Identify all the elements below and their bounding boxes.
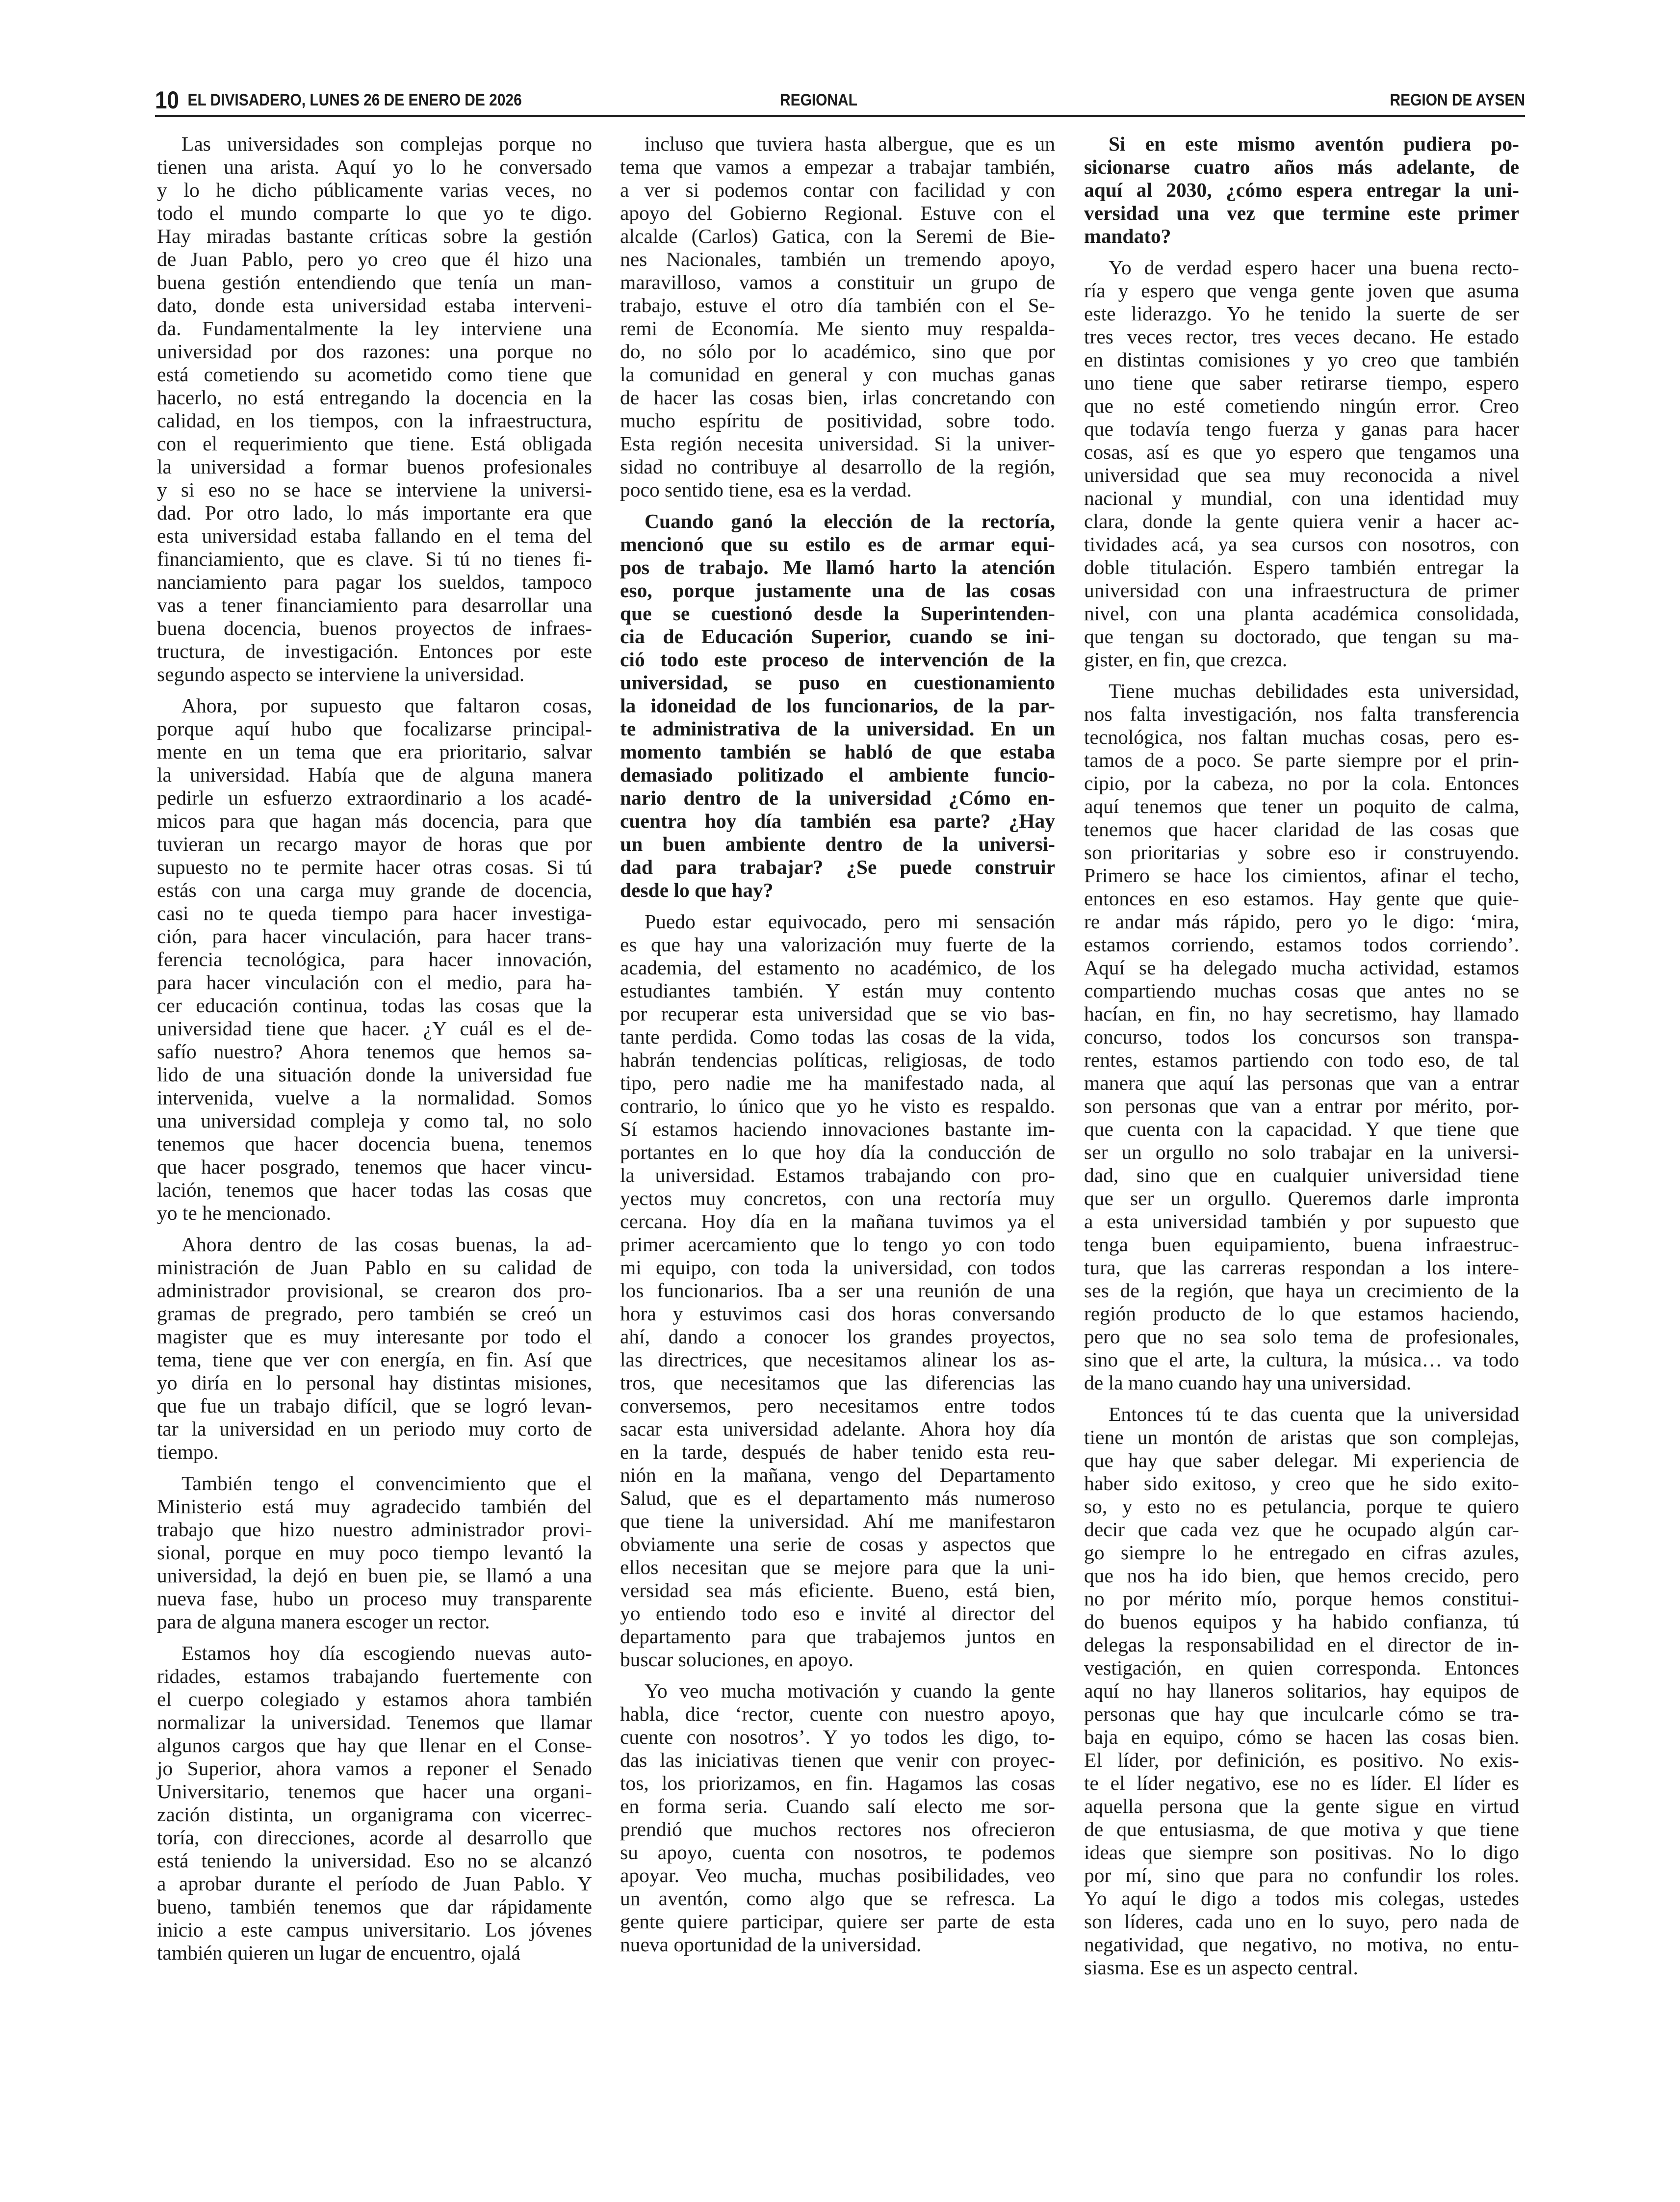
text-line: a esta universidad también y por supuesto que [1084, 1210, 1519, 1232]
text-line: cia de Educación Superior, cuando se ini- [620, 625, 1055, 648]
text-line: Ahora, por supuesto que faltaron cosas, [181, 694, 592, 717]
text-line: tema que vamos a empezar a trabajar también, [620, 156, 1055, 178]
text-line: la comunidad en general y con muchas ganas [620, 363, 1055, 386]
text-line: que fue un trabajo difícil, que se logró levan- [157, 1394, 592, 1417]
text-line: segundo aspecto se interviene la universidad. [157, 663, 525, 685]
text-line: mencionó que su estilo es de armar equi- [620, 533, 1055, 555]
text-line: do buenos equipos y ha habido confianza, tú [1084, 1610, 1519, 1633]
text-line: son personas que van a entrar por mérito, por- [1084, 1095, 1519, 1117]
text-line: das las iniciativas tienen que venir con proyec- [620, 1749, 1055, 1771]
text-line: gister, en fin, que crezca. [1084, 648, 1288, 671]
text-line: ría y espero que venga gente joven que asuma [1084, 279, 1519, 302]
text-line: Las universidades son complejas porque no [181, 132, 592, 155]
text-line: en forma seria. Cuando salí electo me sor- [620, 1795, 1055, 1817]
text-line: versidad una vez que termine este primer [1084, 202, 1519, 224]
text-line: casi no te queda tiempo para hacer investiga- [157, 902, 592, 924]
text-line: que no esté cometiendo ningún error. Creo [1084, 394, 1519, 417]
text-line: aquí no hay llaneros solitarios, hay equipos de [1084, 1679, 1519, 1702]
interview-question [1084, 132, 1519, 248]
text-line: porque aquí hubo que focalizarse principal- [157, 717, 592, 740]
text-line: estamos corriendo, estamos todos corriendo’. [1084, 933, 1519, 956]
text-line: baja en equipo, cómo se hacen las cosas bien. [1084, 1726, 1519, 1748]
text-line: negatividad, que negativo, no motiva, no entu- [1084, 1933, 1519, 1956]
text-line: yo entiendo todo eso e invité al director del [620, 1602, 1055, 1625]
text-line: cuentra hoy día también esa parte? ¿Hay [620, 810, 1055, 832]
text-line: tecnológica, nos faltan muchas cosas, pero es- [1084, 726, 1519, 748]
text-line: te el líder negativo, ese no es líder. El líder es [1084, 1772, 1519, 1794]
text-line: tenemos que hacer claridad de las cosas que [1084, 818, 1519, 840]
text-line: de la mano cuando hay una universidad. [1084, 1371, 1412, 1394]
article-paragraph [157, 694, 592, 1225]
text-line: nario dentro de la universidad ¿Cómo en- [620, 786, 1055, 809]
text-line: departamento para que trabajemos juntos en [620, 1625, 1055, 1648]
text-line: nueva fase, hubo un proceso muy transparente [157, 1587, 592, 1610]
text-line: supuesto no te permite hacer otras cosas. Si tú [157, 856, 592, 878]
publication-date: EL DIVISADERO, LUNES 26 DE ENERO DE 2026 [187, 91, 522, 109]
text-line: buena gestión entendiendo que tenía un man- [157, 271, 592, 293]
text-line: nueva oportunidad de la universidad. [620, 1933, 922, 1956]
text-line: para hacer vinculación con el medio, para ha- [157, 971, 592, 994]
text-line: te administrativa de la universidad. En un [620, 717, 1055, 740]
text-line: apoyo del Gobierno Regional. Estuve con el [620, 202, 1055, 224]
text-line: Yo aquí le digo a todos mis colegas, ustedes [1084, 1887, 1519, 1910]
text-line: yectos muy concretos, con una rectoría muy [620, 1187, 1055, 1209]
text-line: nanciamiento para pagar los sueldos, tampoco [157, 571, 592, 593]
text-line: tipo, pero nadie me ha manifestado nada, al [620, 1072, 1055, 1094]
text-line: que nos ha ido bien, que hemos crecido, pero [1084, 1564, 1519, 1587]
text-line: tenemos que hacer docencia buena, tenemos [157, 1132, 592, 1155]
text-line: obviamente una serie de cosas y aspectos que [620, 1533, 1055, 1555]
text-line: con el requerimiento que tiene. Está obligada [157, 432, 592, 455]
text-line: universidad tiene que hacer. ¿Y cuál es el de- [157, 1017, 592, 1040]
text-column-3 [1084, 132, 1519, 1979]
text-line: pero que no sea solo tema de profesionales, [1084, 1325, 1519, 1348]
text-line: habrán tendencias políticas, religiosas, de todo [620, 1049, 1055, 1071]
text-line: normalizar la universidad. Tenemos que llamar [157, 1711, 592, 1733]
text-line: También tengo el convencimiento que el [181, 1472, 592, 1494]
text-line: universidad que sea muy reconocida a nivel [1084, 464, 1519, 486]
text-line: y si eso no se hace se interviene la universi- [157, 478, 592, 501]
text-line: doble titulación. Espero también entregar la [1084, 556, 1519, 578]
text-column-1 [157, 132, 592, 1965]
text-line: este liderazgo. Yo he tenido la suerte de ser [1084, 302, 1519, 325]
text-line: de Juan Pablo, pero yo creo que él hizo una [157, 248, 592, 270]
text-line: decir que cada vez que he ocupado algún car- [1084, 1518, 1519, 1541]
text-line: intervenida, vuelve a la normalidad. Somos [157, 1086, 592, 1109]
text-line: Si en este mismo aventón pudiera po- [1109, 132, 1519, 155]
text-line: Cuando ganó la elección de la rectoría, [645, 510, 1055, 532]
text-line: región producto de lo que estamos haciendo, [1084, 1302, 1519, 1325]
text-line: tuvieran un recargo mayor de horas que por [157, 833, 592, 855]
text-line: Yo de verdad espero hacer una buena recto- [1109, 256, 1519, 279]
text-line: Yo veo mucha motivación y cuando la gente [645, 1679, 1055, 1702]
text-line: sacar esta universidad adelante. Ahora hoy día [620, 1417, 1055, 1440]
text-line: su apoyo, cuenta con nosotros, te podemos [620, 1841, 1055, 1863]
text-line: tamos de a poco. Se parte siempre por el prin- [1084, 749, 1519, 771]
text-line: aquí al 2030, ¿cómo espera entregar la uni- [1084, 179, 1519, 201]
text-line: pos de trabajo. Me llamó harto la atención [620, 556, 1055, 578]
text-line: alcalde (Carlos) Gatica, con la Seremi de Bie- [620, 225, 1055, 247]
text-line: tres veces rector, tres veces decano. He estado [1084, 325, 1519, 348]
text-line: so, y esto no es petulancia, porque te quiero [1084, 1495, 1519, 1518]
article-paragraph [1084, 1403, 1519, 1979]
text-line: hora y estuvimos casi dos horas conversando [620, 1302, 1055, 1325]
text-line: mi equipo, con toda la universidad, con todos [620, 1256, 1055, 1279]
text-line: trabajo, estuve el otro día también con el Se- [620, 294, 1055, 316]
text-line: buscar soluciones, en apoyo. [620, 1648, 853, 1671]
text-line: poco sentido tiene, esa es la verdad. [620, 478, 912, 501]
text-line: son prioritarias y sobre eso ir construyendo. [1084, 841, 1519, 864]
text-line: dad, sino que en cualquier universidad tiene [1084, 1164, 1519, 1186]
text-line: zación distinta, un organigrama con vicerrec- [157, 1803, 592, 1826]
text-line: es que hay una valorización muy fuerte de la [620, 933, 1055, 956]
text-line: ellos necesitan que se mejore para que la uni- [620, 1556, 1055, 1578]
text-line: Universitario, tenemos que hacer una organi- [157, 1780, 592, 1803]
article-paragraph [620, 132, 1055, 501]
article-paragraph [157, 1472, 592, 1633]
text-line: micos para que hagan más docencia, para que [157, 810, 592, 832]
text-line: desde lo que hay? [620, 879, 774, 901]
text-line: que cuenta con la capacidad. Y que tiene que [1084, 1118, 1519, 1140]
text-line: universidad por dos razones: una porque no [157, 340, 592, 363]
text-line: un aventón, como algo que se refresca. La [620, 1887, 1055, 1910]
article-paragraph [620, 910, 1055, 1671]
article-paragraph [157, 1233, 592, 1464]
text-line: Sí estamos haciendo innovaciones bastante im- [620, 1118, 1055, 1140]
text-line: incluso que tuviera hasta albergue, que es un [645, 132, 1055, 155]
text-line: mucho espíritu de positividad, sobre todo. [620, 409, 1055, 432]
page-number: 10 [155, 86, 179, 114]
text-line: que tiene la universidad. Ahí me manifestaron [620, 1510, 1055, 1532]
text-line: que se cuestionó desde la Superintenden- [620, 602, 1055, 625]
text-line: lido de una situación donde la universidad fue [157, 1063, 592, 1086]
text-line: sional, porque en muy poco tiempo levantó la [157, 1541, 592, 1564]
text-line: financiamiento, que es clave. Si tú no tienes fi- [157, 548, 592, 570]
text-line: Ministerio está muy agradecido también del [157, 1495, 592, 1518]
text-line: tiempo. [157, 1441, 219, 1463]
text-line: Estamos hoy día escogiendo nuevas auto- [181, 1642, 592, 1664]
text-line: dad para trabajar? ¿Se puede construir [620, 856, 1055, 878]
text-line: ses de la región, que haya un crecimiento de la [1084, 1279, 1519, 1302]
text-line: para de alguna manera escoger un rector. [157, 1610, 490, 1633]
text-line: también quieren un lugar de encuentro, ojalá [157, 1941, 520, 1964]
article-paragraph [157, 132, 592, 686]
text-line: primer acercamiento que lo tengo yo con todo [620, 1233, 1055, 1256]
text-line: administrador provisional, se crearon dos pro- [157, 1279, 592, 1302]
text-line: cercana. Hoy día en la mañana tuvimos ya el [620, 1210, 1055, 1232]
text-line: los funcionarios. Iba a ser una reunión de una [620, 1279, 1055, 1302]
text-line: son líderes, cada uno en lo suyo, pero nada de [1084, 1910, 1519, 1933]
text-line: habla, dice ‘rector, cuente con nuestro apoyo, [620, 1703, 1055, 1725]
text-line: tros, que necesitamos que las diferencias las [620, 1371, 1055, 1394]
text-line: en distintas comisiones y yo creo que también [1084, 348, 1519, 371]
text-line: que tengan su doctorado, que tengan su ma- [1084, 625, 1519, 648]
text-line: da. Fundamentalmente la ley interviene una [157, 317, 592, 340]
text-line: universidad, la dejó en buen pie, se llamó a una [157, 1564, 592, 1587]
text-line: por recuperar esta universidad que se vio bas- [620, 1002, 1055, 1025]
article-paragraph [1084, 680, 1519, 1394]
text-line: está cometiendo su acometido como tiene que [157, 363, 592, 386]
text-line: concurso, todos los concursos son transpa- [1084, 1025, 1519, 1048]
text-line: haber sido exitoso, y creo que he sido exito- [1084, 1472, 1519, 1494]
text-line: nos falta investigación, nos falta transferencia [1084, 703, 1519, 725]
text-line: safío nuestro? Ahora tenemos que hemos sa- [157, 1040, 592, 1063]
text-line: cer educación continua, todas las cosas que la [157, 994, 592, 1017]
text-line: vestigación, en quien corresponda. Entonces [1084, 1656, 1519, 1679]
text-line: mente en un tema que era prioritario, salvar [157, 740, 592, 763]
text-line: cuente con nosotros’. Y yo todos les digo, to- [620, 1726, 1055, 1748]
text-line: cosas, así es que yo espero que tengamos una [1084, 441, 1519, 463]
text-line: Ahora dentro de las cosas buenas, la ad- [181, 1233, 592, 1256]
text-line: a aprobar durante el período de Juan Pablo. Y [157, 1872, 592, 1895]
text-line: ción, para hacer vinculación, para hacer trans- [157, 925, 592, 947]
text-line: sidad no contribuye al desarrollo de la región, [620, 455, 1055, 478]
text-line: calidad, en los tiempos, con la infraestructura, [157, 409, 592, 432]
text-line: maravilloso, vamos a constituir un grupo de [620, 271, 1055, 293]
text-line: el cuerpo colegiado y estamos ahora también [157, 1688, 592, 1710]
text-line: rentes, estamos partiendo con todo eso, de tal [1084, 1049, 1519, 1071]
text-line: dato, donde esta universidad estaba interveni- [157, 294, 592, 316]
interview-question [620, 510, 1055, 902]
text-line: contrario, lo único que yo he visto es respaldo. [620, 1095, 1055, 1117]
text-line: no por mérito mío, porque hemos constitui- [1084, 1587, 1519, 1610]
text-line: ahí, dando a conocer los grandes proyectos, [620, 1325, 1055, 1348]
text-line: Tiene muchas debilidades esta universidad, [1109, 680, 1519, 702]
text-line: esta universidad estaba fallando en el tema del [157, 524, 592, 547]
text-line: ferencia tecnológica, para hacer innovación, [157, 948, 592, 970]
text-line: tienen una arista. Aquí yo lo he conversado [157, 156, 592, 178]
header-rule [155, 115, 1525, 117]
text-line: tividades acá, ya sea cursos con nosotros, con [1084, 533, 1519, 555]
text-line: bueno, también tenemos que dar rápidamente [157, 1895, 592, 1918]
text-line: yo te he mencionado. [157, 1202, 331, 1224]
text-line: la universidad a formar buenos profesionales [157, 455, 592, 478]
text-line: vas a tener financiamiento para desarrollar una [157, 594, 592, 616]
text-line: una universidad compleja y como tal, no solo [157, 1109, 592, 1132]
article-paragraph [157, 1642, 592, 1965]
text-line: de que entusiasma, de que motiva y que tiene [1084, 1818, 1519, 1840]
text-line: tar la universidad en un periodo muy corto de [157, 1417, 592, 1440]
text-column-2 [620, 132, 1055, 1956]
text-line: Esta región necesita universidad. Si la univer- [620, 432, 1055, 455]
text-line: universidad con una infraestructura de primer [1084, 579, 1519, 602]
text-line: universidad, se puso en cuestionamiento [620, 671, 1055, 694]
text-line: Salud, que es el departamento más numeroso [620, 1487, 1055, 1509]
text-line: Hay miradas bastante críticas sobre la gestión [157, 225, 592, 247]
text-line: que ser un orgullo. Queremos darle impronta [1084, 1187, 1519, 1209]
text-line: la idoneidad de los funcionarios, de la par- [620, 694, 1055, 717]
text-line: tura, que las carreras respondan a los intere- [1084, 1256, 1519, 1279]
text-line: nivel, con una planta académica consolidada, [1084, 602, 1519, 625]
text-line: trabajo que hizo nuestro administrador provi- [157, 1518, 592, 1541]
text-line: ridades, estamos trabajando fuertemente con [157, 1665, 592, 1687]
text-line: que todavía tengo fuerza y ganas para hacer [1084, 418, 1519, 440]
text-line: conversemos, pero necesitamos entre todos [620, 1394, 1055, 1417]
text-line: tructura, de investigación. Entonces por este [157, 640, 592, 662]
text-line: personas que hay que inculcarle cómo se tra- [1084, 1703, 1519, 1725]
text-line: inicio a este campus universitario. Los jóvenes [157, 1918, 592, 1941]
text-line: un buen ambiente dentro de la universi- [620, 833, 1055, 855]
text-line: re andar más rápido, pero yo le digo: ‘mira, [1084, 910, 1519, 933]
text-line: Aquí se ha delegado mucha actividad, estamos [1084, 956, 1519, 979]
text-line: eso, porque justamente una de las cosas [620, 579, 1055, 602]
text-line: jo Superior, ahora vamos a reponer el Senado [157, 1757, 592, 1780]
text-line: nes Nacionales, también un tremendo apoyo, [620, 248, 1055, 270]
section-label: REGIONAL [780, 91, 857, 109]
text-line: está teniendo la universidad. Eso no se alcanzó [157, 1849, 592, 1872]
text-line: tos, los priorizamos, en fin. Hagamos las cosas [620, 1772, 1055, 1794]
text-line: la universidad. Había que de alguna manera [157, 763, 592, 786]
text-line: y lo he dicho públicamente varias veces, no [157, 179, 592, 201]
text-line: tema, tiene que ver con energía, en fin. Así que [157, 1348, 592, 1371]
text-line: versidad sea más eficiente. Bueno, está bien, [620, 1579, 1055, 1601]
text-line: go siempre lo he entregado en cifras azules, [1084, 1541, 1519, 1564]
text-line: Primero se hace los cimientos, afinar el techo, [1084, 864, 1519, 887]
text-line: entonces en eso estamos. Hay gente que quie- [1084, 887, 1519, 910]
text-line: gente quiere participar, quiere ser parte de esta [620, 1910, 1055, 1933]
text-line: cipio, por la cabeza, no por la cola. Entonces [1084, 772, 1519, 794]
article-paragraph [1084, 256, 1519, 671]
text-line: gramas de pregrado, pero también se creó un [157, 1302, 592, 1325]
text-line: que hay que saber delegar. Mi experiencia de [1084, 1449, 1519, 1471]
text-line: academia, del estamento no académico, de los [620, 956, 1055, 979]
text-line: lación, tenemos que hacer todas las cosas que [157, 1179, 592, 1201]
text-line: la universidad. Estamos trabajando con pro- [620, 1164, 1055, 1186]
text-line: en la tarde, después de haber tenido esta reu- [620, 1441, 1055, 1463]
text-line: El líder, por definición, es positivo. No exis- [1084, 1749, 1519, 1771]
text-line: prendió que muchos rectores nos ofrecieron [620, 1818, 1055, 1840]
text-line: buena docencia, buenos proyectos de infraes- [157, 617, 592, 639]
text-line: hacían, en fin, no hay secretismo, hay llamado [1084, 1002, 1519, 1025]
text-line: todo el mundo comparte lo que yo te digo. [157, 202, 592, 224]
text-line: sino que el arte, la cultura, la música… va todo [1084, 1348, 1519, 1371]
text-line: mandato? [1084, 225, 1171, 247]
text-line: tante perdida. Como todas las cosas de la vida, [620, 1025, 1055, 1048]
text-line: demasiado politizado el ambiente funcio- [620, 763, 1055, 786]
text-line: portantes en lo que hoy día la conducción de [620, 1141, 1055, 1163]
text-line: do, no sólo por lo académico, sino que por [620, 340, 1055, 363]
text-line: ideas que siempre son positivas. No lo digo [1084, 1841, 1519, 1863]
text-line: por mí, sino que para no confundir los roles. [1084, 1864, 1519, 1887]
text-line: dad. Por otro lado, lo más importante era que [157, 501, 592, 524]
text-line: tiene un montón de aristas que son complejas, [1084, 1426, 1519, 1448]
text-line: delegas la responsabilidad en el director de in- [1084, 1633, 1519, 1656]
text-line: apoyar. Veo mucha, muchas posibilidades, veo [620, 1864, 1055, 1887]
text-line: momento también se habló de que estaba [620, 740, 1055, 763]
text-line: magister que es muy interesante por todo el [157, 1325, 592, 1348]
text-line: yo diría en lo personal hay distintas misiones, [157, 1371, 592, 1394]
text-line: algunos cargos que hay que llenar en el Conse- [157, 1734, 592, 1756]
text-line: Puedo estar equivocado, pero mi sensación [645, 910, 1055, 933]
page-header-left [155, 87, 522, 113]
text-line: pedirle un esfuerzo extraordinario a los acadé- [157, 786, 592, 809]
text-line: nión en la mañana, vengo del Departamento [620, 1464, 1055, 1486]
text-line: ció todo este proceso de intervención de la [620, 648, 1055, 671]
text-line: tenga buen equipamiento, buena infraestruc- [1084, 1233, 1519, 1256]
article-paragraph [620, 1679, 1055, 1956]
text-line: ser un orgullo no solo trabajar en la universi- [1084, 1141, 1519, 1163]
text-line: uno tiene que saber retirarse tiempo, espero [1084, 371, 1519, 394]
text-line: aquí tenemos que tener un poquito de calma, [1084, 795, 1519, 817]
text-line: que hacer posgrado, tenemos que hacer vincu- [157, 1155, 592, 1178]
text-line: hacerlo, no está entregando la docencia en la [157, 386, 592, 409]
text-line: clara, donde la gente quiera venir a hacer ac- [1084, 510, 1519, 532]
text-line: nacional y mundial, con una identidad muy [1084, 487, 1519, 509]
text-line: ministración de Juan Pablo en su calidad de [157, 1256, 592, 1279]
text-line: las directrices, que necesitamos alinear los as- [620, 1348, 1055, 1371]
region-label: REGION DE AYSEN [1390, 91, 1525, 109]
text-line: a ver si podemos contar con facilidad y con [620, 179, 1055, 201]
text-line: Entonces tú te das cuenta que la universidad [1109, 1403, 1519, 1425]
text-line: compartiendo muchas cosas que antes no se [1084, 979, 1519, 1002]
text-line: siasma. Ese es un aspecto central. [1084, 1956, 1358, 1979]
text-line: estudiantes también. Y están muy contento [620, 979, 1055, 1002]
text-line: aquella persona que la gente sigue en virtud [1084, 1795, 1519, 1817]
text-line: manera que aquí las personas que van a entrar [1084, 1072, 1519, 1094]
text-line: estás con una carga muy grande de docencia, [157, 879, 592, 901]
text-line: de hacer las cosas bien, irlas concretando con [620, 386, 1055, 409]
text-line: toría, con direcciones, acorde al desarrollo que [157, 1826, 592, 1849]
text-line: remi de Economía. Me siento muy respalda- [620, 317, 1055, 340]
text-line: sicionarse cuatro años más adelante, de [1084, 156, 1519, 178]
